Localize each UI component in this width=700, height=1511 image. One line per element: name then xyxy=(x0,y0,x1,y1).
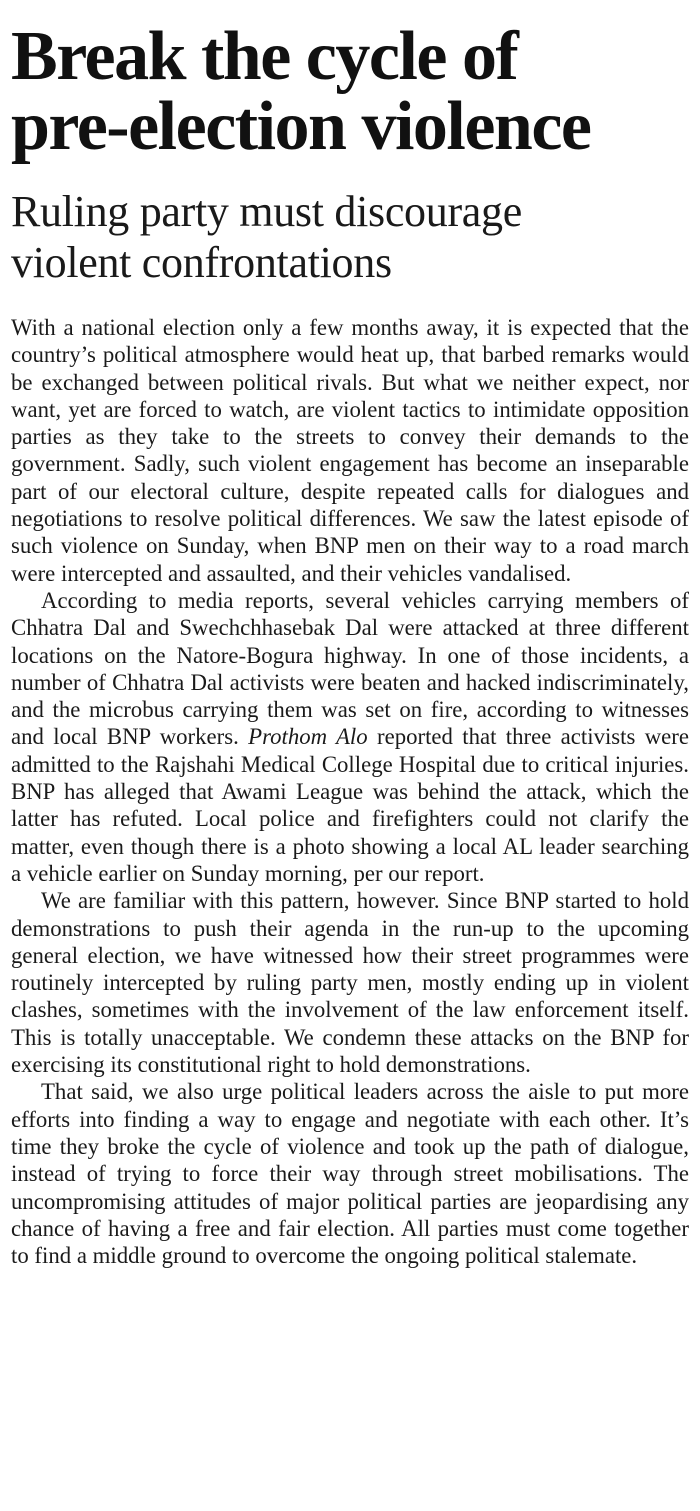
headline-line-1: Break the cycle of xyxy=(11,18,518,95)
paragraph-1: With a national election only a few months away, it is expected that the country’s political atmosphere would heat up, that barbed remarks would be exchanged between political rivals. But what we neither expect, nor want, yet are forced to watch, are violent tactics to intimidate opposition parties as they take to the streets to convey their demands to the government. Sadly, such violent engagement has become an inseparable part of our electoral culture, despite repeated calls for dialogues and negotiations to resolve political differences. We saw the latest episode of such violence on Sunday, when BNP men on their way to a road march were intercepted and assaulted, and their vehicles vandalised. xyxy=(11,315,689,586)
article-body xyxy=(11,314,689,1269)
headline-line-2: pre-election violence xyxy=(11,88,591,165)
subheadline-line-1: Ruling party must discourage xyxy=(11,187,522,236)
paragraph-2 xyxy=(11,587,689,887)
paragraph-2-text-b: reported that three activists were admitted to the Rajshahi Medical College Hospital due to critical injuries. BNP has alleged that Awami League was behind the attack, which the latter has refuted. Local police and firefighters could not clarify the matter, even though there is a photo showing a local AL leader searching a vehicle earlier on Sunday morning, per our report. xyxy=(11,724,689,886)
headline xyxy=(11,18,689,165)
paragraph-3: We are familiar with this pattern, however. Since BNP started to hold demonstrations to push their agenda in the run-up to the upcoming general election, we have witnessed how their street programmes were routinely intercepted by ruling party men, mostly ending up in violent clashes, sometimes with the involvement of the law enforcement itself. This is totally unacceptable. We condemn these attacks on the BNP for exercising its constitutional right to hold demonstrations. xyxy=(11,888,689,1078)
subheadline xyxy=(11,186,689,288)
paragraph-4: That said, we also urge political leaders across the aisle to put more efforts into finding a way to engage and negotiate with each other. It’s time they broke the cycle of violence and took up the path of dialogue, instead of trying to force their way through street mobilisations. The uncompromising attitudes of major political parties are jeopardising any chance of having a free and fair election. All parties must come together to find a middle ground to overcome the ongoing political stalemate. xyxy=(11,1079,689,1269)
subheadline-line-2: violent confrontations xyxy=(11,238,392,287)
publication-name: Prothom Alo xyxy=(248,724,368,750)
paragraph-2-text-a: According to media reports, several vehicles carrying members of Chhatra Dal and Swechchhasebak Dal were attacked at three different locations on the Natore-Bogura highway. In one of those incidents, a number of Chhatra Dal activists were beaten and hacked indiscriminately, and the microbus carrying them was set on fire, according to witnesses and local BNP workers. xyxy=(11,587,689,750)
